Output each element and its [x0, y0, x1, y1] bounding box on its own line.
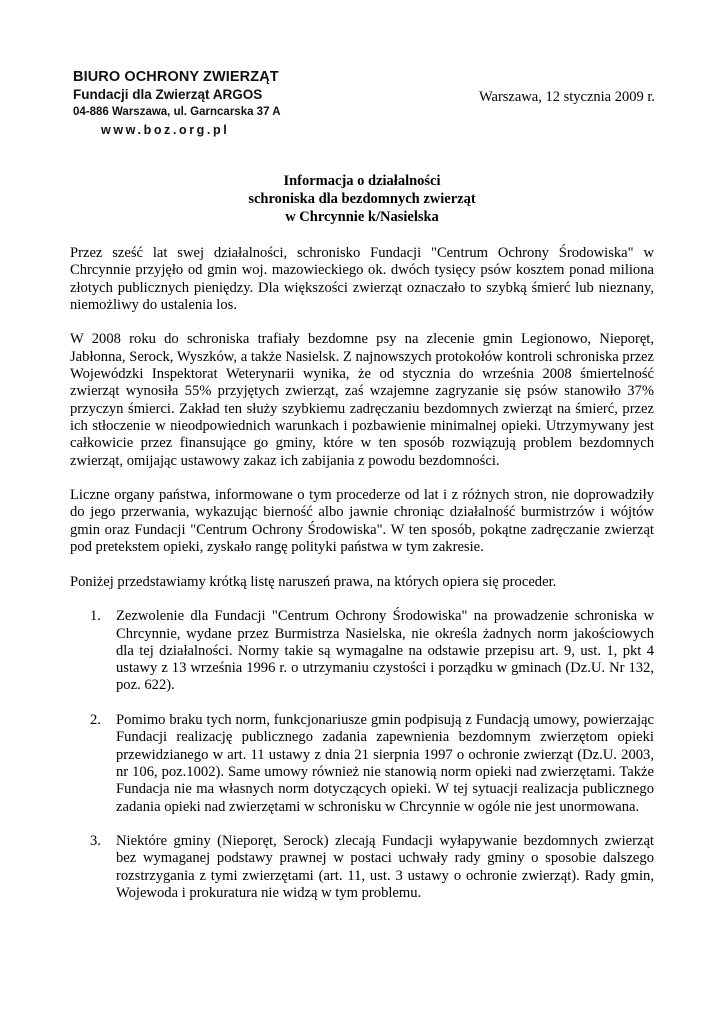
- letterhead-address: 04-886 Warszawa, ul. Garncarska 37 A: [73, 106, 281, 118]
- list-item-text: Pomimo braku tych norm, funkcjonariusze gmin podpisują z Fundacją umowy, powierzając Fundacji realizację publicznego zadania zapewnienia bezdomnym zwierzętom opieki przewidzianego w art. 11 ustawy z dnia 21 sierpnia 1997 o ochronie zwierząt (Dz.U. 2003, nr 106, poz.1002). Same umowy również nie stanowią norm opieki nad zwierzętami. Także Fundacja nie ma własnych norm dotyczących opieki. W tej sytuacji realizacja publicznego zadania opieki nad zwierzętami w schronisku w Chrcynnie w ogóle nie jest unormowana.: [116, 712, 654, 815]
- list-item-text: Zezwolenie dla Fundacji "Centrum Ochrony Środowiska" na prowadzenie schroniska w Chrcynnie, wydane przez Burmistrza Nasielska, nie określa żadnych norm jakościowych dla tej działalności. Normy takie są wymagalne na odstawie przepisu art. 9, ust. 1, pkt 4 ustawy z 13 września 1996 r. o utrzymaniu czystości i porządku w gminach (Dz.U. Nr 132, poz. 622).: [116, 608, 654, 694]
- letterhead-website: www.boz.org.pl: [101, 123, 230, 137]
- list-item: [90, 608, 654, 694]
- title-line-1: Informacja o działalności: [283, 173, 441, 189]
- list-item-text: Niektóre gminy (Nieporęt, Serock) zlecają Fundacji wyłapywanie bezdomnych zwierząt bez wymaganej podstawy prawnej w postaci uchwały rady gminy o sposobie dalszego rozstrzygania z tymi zwierzętami (art. 11, ust. 3 ustawy o ochronie zwierząt). Rady gmin, Wojewoda i prokuratura nie widzą w tym problemu.: [116, 833, 654, 901]
- paragraph-list-intro: Poniżej przedstawiamy krótką listę naruszeń prawa, na których opiera się proceder.: [70, 573, 557, 590]
- title-line-3: w Chrcynnie k/Nasielska: [285, 209, 439, 225]
- list-item-number: 2.: [90, 712, 101, 729]
- violations-list: [70, 608, 654, 902]
- letterhead: [73, 68, 303, 139]
- document-body: [70, 245, 654, 920]
- paragraph-authorities: Liczne organy państwa, informowane o tym procederze od lat i z różnych stron, nie doprowadziły do jego przerwania, wykazując bierność albo jawnie chroniąc działalność burmistrzów i wójtów gmin oraz Fundacji "Centrum Ochrony Środowiska". W ten sposób, pokątne zadręczanie zwierząt pod pretekstem opieki, zyskało rangę polityki państwa w tym zakresie.: [70, 487, 654, 556]
- document-title: [0, 172, 724, 226]
- title-line-2: schroniska dla bezdomnych zwierząt: [248, 191, 476, 207]
- letterhead-org-name: BIURO OCHRONY ZWIERZĄT: [73, 69, 279, 85]
- letterhead-foundation: Fundacji dla Zwierząt ARGOS: [73, 87, 263, 102]
- document-date: Warszawa, 12 stycznia 2009 r.: [479, 89, 655, 105]
- paragraph-intro: Przez sześć lat swej działalności, schronisko Fundacji "Centrum Ochrony Środowiska" w Chrcynnie przyjęło od gmin woj. mazowieckiego ok. dwóch tysięcy psów kosztem ponad miliona złotych publicznych pieniędzy. Dla większości zwierząt oznaczało to szybką śmierć lub nieznany, niemożliwy do ustalenia los.: [70, 245, 654, 313]
- list-item: [90, 833, 654, 902]
- list-item-number: 1.: [90, 608, 101, 625]
- list-item: [90, 712, 654, 816]
- paragraph-2008: W 2008 roku do schroniska trafiały bezdomne psy na zlecenie gmin Legionowo, Nieporęt, Jabłonna, Serock, Wyszków, a także Nasielsk. Z najnowszych protokołów kontroli schroniska przez Wojewódzki Inspektorat Weterynarii wynika, że od stycznia do września 2008 śmiertelność zwierząt wynosiła 55% przyjętych zwierząt, zaś wzajemne zagryzanie się psów stanowiło 37% przyczyn śmierci. Zakład ten służy szybkiemu zadręczaniu bezdomnych zwierząt na śmierć, przez ich stłoczenie w nieodpowiednich warunkach i pozbawienie minimalnej opieki. Utrzymywany jest całkowicie przez finansujące go gminy, które w ten sposób rozwiązują problem bezdomnych zwierząt, omijając ustawowy zakaz ich zabijania z powodu bezdomności.: [70, 331, 654, 469]
- list-item-number: 3.: [90, 833, 101, 850]
